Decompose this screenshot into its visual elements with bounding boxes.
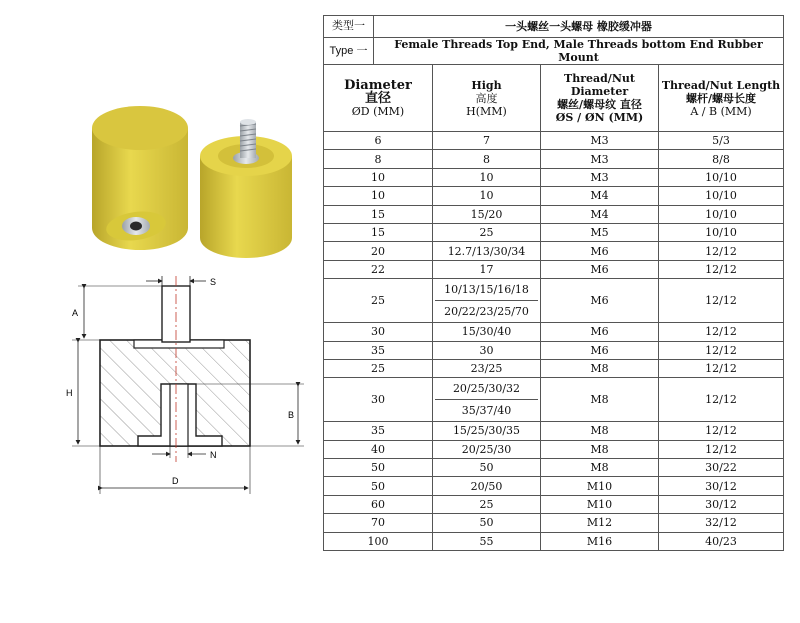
col-high-unit: H(MM) [466, 104, 507, 118]
dimension-d [100, 446, 250, 494]
cell-thread-diameter: M6 [541, 341, 659, 359]
cell-diameter: 10 [324, 168, 433, 186]
cell-thread-length: 12/12 [659, 422, 784, 440]
cell-high: 50 [433, 459, 541, 477]
dimension-n [152, 446, 217, 460]
cell-diameter: 35 [324, 422, 433, 440]
cell-diameter: 30 [324, 323, 433, 341]
cell-thread-diameter: M6 [541, 260, 659, 278]
col-thread-length-unit: A / B (MM) [690, 104, 752, 118]
table-row [324, 323, 784, 341]
cell-high: 7 [433, 132, 541, 150]
col-high-en: High [471, 78, 502, 92]
cell-high: 30 [433, 341, 541, 359]
type-label-en: Type 一 [324, 38, 374, 65]
cell-thread-diameter: M5 [541, 223, 659, 241]
cell-thread-diameter: M8 [541, 378, 659, 422]
col-thread-length-cn: 螺杆/螺母长度 [686, 91, 757, 105]
column-header-row [324, 65, 784, 132]
cell-high-line: 20/25/30/32 [452, 382, 521, 396]
col-header-thread-diameter [541, 65, 659, 132]
table-row [324, 459, 784, 477]
cell-high: 10 [433, 187, 541, 205]
cell-diameter: 30 [324, 378, 433, 422]
table-row [324, 205, 784, 223]
cell-thread-length: 40/23 [659, 532, 784, 550]
cell-thread-diameter: M8 [541, 422, 659, 440]
cell-thread-diameter: M6 [541, 323, 659, 341]
cell-diameter: 25 [324, 279, 433, 323]
table-row [324, 514, 784, 532]
cell-diameter: 25 [324, 359, 433, 377]
col-thread-diameter-cn: 螺丝/螺母纹 直径 [557, 98, 642, 111]
table-row [324, 422, 784, 440]
dimension-a [72, 286, 162, 338]
cell-diameter: 6 [324, 132, 433, 150]
cell-thread-diameter: M6 [541, 242, 659, 260]
table-row [324, 168, 784, 186]
cell-thread-diameter: M6 [541, 279, 659, 323]
cell-thread-length: 12/12 [659, 279, 784, 323]
cell-thread-length: 30/22 [659, 459, 784, 477]
cell-thread-length: 10/10 [659, 223, 784, 241]
col-high-cn: 高度 [475, 91, 498, 105]
cell-thread-length: 12/12 [659, 440, 784, 458]
table-row [324, 260, 784, 278]
cell-diameter: 15 [324, 223, 433, 241]
cell-thread-length: 10/10 [659, 187, 784, 205]
cell-thread-length: 10/10 [659, 168, 784, 186]
product-name-en: Female Threads Top End, Male Threads bottom End Rubber Mount [374, 38, 784, 65]
cell-diameter: 15 [324, 205, 433, 223]
cell-high-line: 10/13/15/16/18 [444, 283, 529, 297]
cell-diameter: 100 [324, 532, 433, 550]
table-row [324, 341, 784, 359]
col-header-high [433, 65, 541, 132]
cell-diameter: 50 [324, 477, 433, 495]
table-row [324, 477, 784, 495]
cell-thread-length: 12/12 [659, 378, 784, 422]
table-row [324, 378, 784, 422]
col-header-thread-length [659, 65, 784, 132]
cell-high: 50 [433, 514, 541, 532]
cell-diameter: 40 [324, 440, 433, 458]
cell-high [433, 378, 541, 422]
technical-drawing [58, 272, 318, 502]
col-diameter-cn: 直径 [364, 90, 391, 106]
cell-high: 8 [433, 150, 541, 168]
cell-thread-length: 10/10 [659, 205, 784, 223]
spec-table [323, 15, 784, 551]
table-row [324, 242, 784, 260]
cell-thread-length: 12/12 [659, 359, 784, 377]
cell-diameter: 35 [324, 341, 433, 359]
cell-thread-diameter: M8 [541, 359, 659, 377]
cell-thread-length: 12/12 [659, 341, 784, 359]
type-label-cn: 类型一 [324, 16, 374, 38]
table-row [324, 150, 784, 168]
table-row [324, 223, 784, 241]
cell-thread-diameter: M10 [541, 495, 659, 513]
table-row [324, 359, 784, 377]
cell-diameter: 22 [324, 260, 433, 278]
mount-cross-section [100, 276, 250, 462]
table-row [324, 440, 784, 458]
col-diameter-unit: ØD (MM) [351, 104, 405, 118]
label-s: S [210, 277, 217, 287]
cell-thread-diameter: M16 [541, 532, 659, 550]
mount-female-end [92, 106, 188, 250]
title-row-en [324, 38, 784, 65]
cell-high: 25 [433, 495, 541, 513]
col-thread-diameter-en: Thread/Nut Diameter [564, 72, 635, 98]
mount-male-end [200, 119, 292, 258]
cell-high: 10 [433, 168, 541, 186]
cell-diameter: 70 [324, 514, 433, 532]
cell-thread-length: 5/3 [659, 132, 784, 150]
cell-high-line: 35/37/40 [435, 399, 538, 421]
label-d: D [172, 476, 179, 486]
cell-thread-diameter: M3 [541, 132, 659, 150]
cell-high-line: 20/22/23/25/70 [435, 300, 538, 322]
cell-high: 15/25/30/35 [433, 422, 541, 440]
cell-thread-length: 12/12 [659, 242, 784, 260]
label-n: N [210, 450, 217, 460]
cell-high: 17 [433, 260, 541, 278]
cell-thread-diameter: M10 [541, 477, 659, 495]
label-a: A [72, 308, 79, 318]
dimension-h [66, 340, 100, 446]
cell-thread-diameter: M12 [541, 514, 659, 532]
title-row-cn [324, 16, 784, 38]
table-row [324, 187, 784, 205]
cell-high [433, 279, 541, 323]
cell-diameter: 20 [324, 242, 433, 260]
col-thread-length-en: Thread/Nut Length [661, 78, 781, 92]
cell-thread-length: 12/12 [659, 323, 784, 341]
cell-thread-length: 30/12 [659, 495, 784, 513]
cell-thread-length: 8/8 [659, 150, 784, 168]
product-name-cn: 一头螺丝一头螺母 橡胶缓冲器 [374, 16, 784, 38]
col-header-diameter [324, 65, 433, 132]
cell-diameter: 60 [324, 495, 433, 513]
cell-high: 20/25/30 [433, 440, 541, 458]
cell-thread-length: 32/12 [659, 514, 784, 532]
cell-high: 15/30/40 [433, 323, 541, 341]
cell-thread-diameter: M3 [541, 168, 659, 186]
spec-table-body [324, 16, 784, 551]
cell-thread-diameter: M8 [541, 459, 659, 477]
cell-diameter: 10 [324, 187, 433, 205]
cell-thread-length: 12/12 [659, 260, 784, 278]
table-row [324, 132, 784, 150]
cell-diameter: 8 [324, 150, 433, 168]
label-b: B [288, 410, 295, 420]
table-row [324, 532, 784, 550]
table-row [324, 279, 784, 323]
cell-high: 55 [433, 532, 541, 550]
cell-high: 25 [433, 223, 541, 241]
cell-diameter: 50 [324, 459, 433, 477]
col-diameter-en: Diameter [344, 77, 412, 93]
rubber-mount-photo [70, 98, 320, 273]
cell-high: 12.7/13/30/34 [433, 242, 541, 260]
cell-high: 15/20 [433, 205, 541, 223]
cell-thread-length: 30/12 [659, 477, 784, 495]
table-row [324, 495, 784, 513]
cell-high: 20/50 [433, 477, 541, 495]
cell-thread-diameter: M3 [541, 150, 659, 168]
cell-thread-diameter: M4 [541, 187, 659, 205]
label-h: H [66, 388, 73, 398]
cell-thread-diameter: M4 [541, 205, 659, 223]
cell-thread-diameter: M8 [541, 440, 659, 458]
col-thread-diameter-unit: ØS / ØN (MM) [555, 111, 644, 124]
cell-high: 23/25 [433, 359, 541, 377]
